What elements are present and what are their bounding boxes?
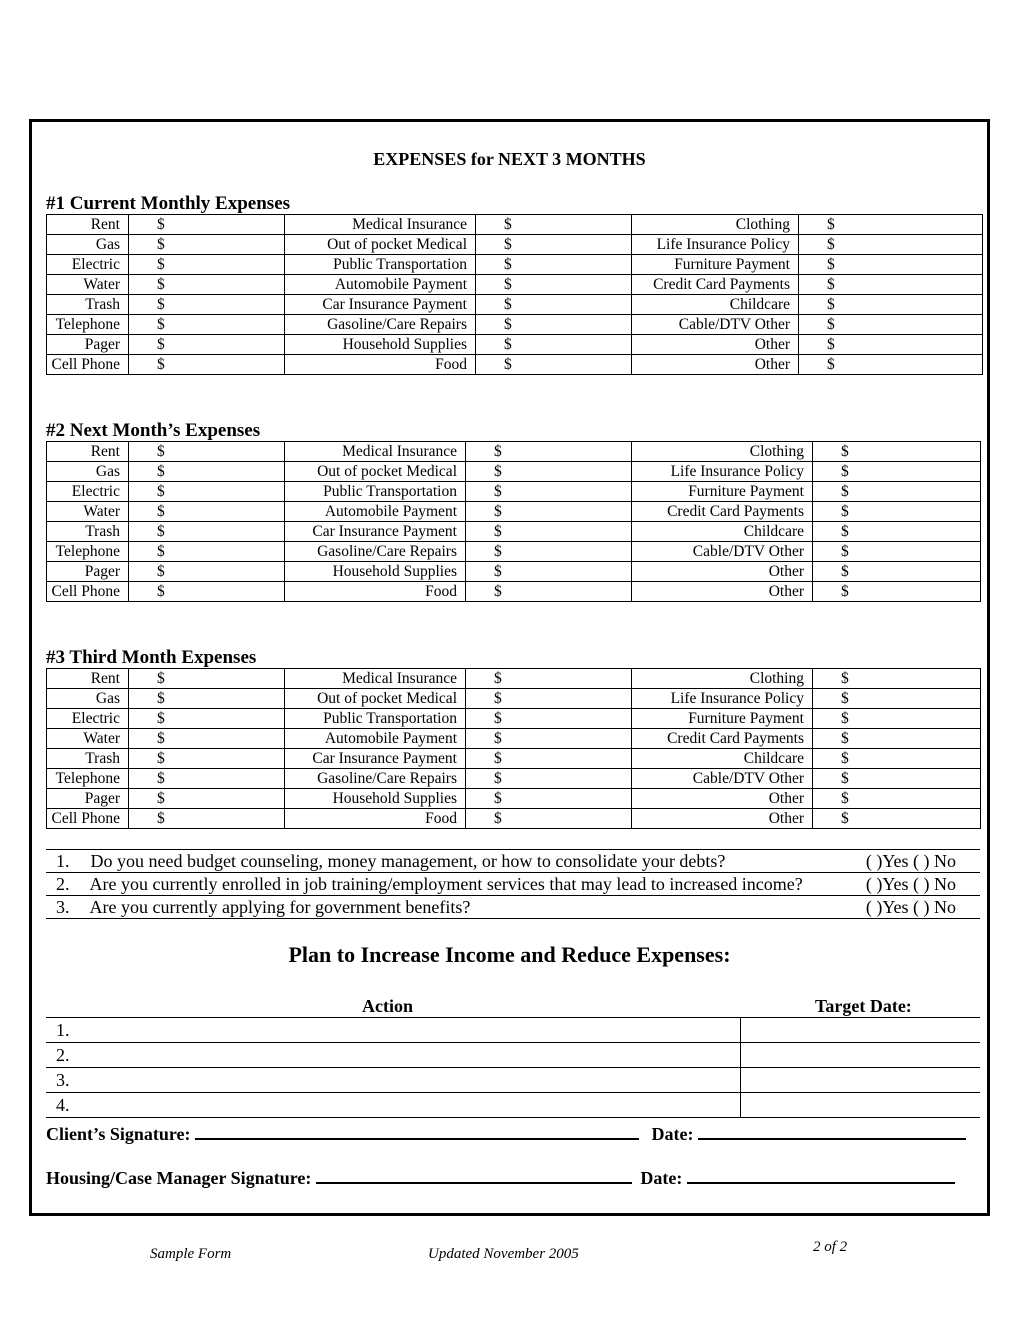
expense-table-next-month [46, 441, 981, 602]
expense-label: Telephone [47, 315, 129, 335]
questions-list [46, 849, 980, 919]
expense-amount-field[interactable]: $ [466, 522, 632, 542]
plan-title: Plan to Increase Income and Reduce Expenses: [288, 942, 731, 967]
client-signature-row [46, 1122, 966, 1145]
expense-row [47, 729, 981, 749]
expense-label: Electric [47, 255, 129, 275]
expense-label: Life Insurance Policy [632, 235, 799, 255]
plan-row [46, 1093, 980, 1118]
expense-label: Automobile Payment [285, 729, 466, 749]
expense-amount-field[interactable]: $ [813, 502, 981, 522]
expense-amount-field[interactable]: $ [466, 562, 632, 582]
expense-row [47, 502, 981, 522]
expense-label: Out of pocket Medical [285, 462, 466, 482]
question-number: 3. [56, 897, 70, 917]
expense-label: Childcare [632, 522, 813, 542]
expense-amount-field[interactable]: $ [466, 582, 632, 602]
question-text: Are you currently enrolled in job training/employment services that may lead to increased income? [89, 874, 803, 894]
expense-label: Life Insurance Policy [632, 689, 813, 709]
expense-label: Clothing [632, 442, 813, 462]
expense-row [47, 275, 983, 295]
expense-amount-field[interactable]: $ [129, 709, 285, 729]
expense-amount-field[interactable]: $ [813, 582, 981, 602]
expense-amount-field[interactable]: $ [466, 809, 632, 829]
expense-label: Out of pocket Medical [285, 689, 466, 709]
expense-row [47, 462, 981, 482]
expense-row [47, 769, 981, 789]
yes-no-options[interactable]: ( )Yes ( ) No [865, 851, 956, 871]
expense-amount-field[interactable]: $ [129, 355, 285, 375]
expense-amount-field[interactable]: $ [129, 542, 285, 562]
question-number: 1. [56, 851, 70, 871]
expense-amount-field[interactable]: $ [129, 235, 285, 255]
expense-amount-field[interactable]: $ [129, 482, 285, 502]
expense-amount-field[interactable]: $ [129, 275, 285, 295]
plan-row [46, 1018, 980, 1043]
expense-amount-field[interactable]: $ [129, 522, 285, 542]
expense-label: Car Insurance Payment [285, 295, 476, 315]
expense-amount-field[interactable]: $ [813, 689, 981, 709]
expense-label: Electric [47, 709, 129, 729]
expense-label: Other [632, 809, 813, 829]
question-number: 2. [56, 874, 70, 894]
expense-row [47, 355, 983, 375]
expense-amount-field[interactable]: $ [799, 295, 983, 315]
expense-label: Automobile Payment [285, 502, 466, 522]
expense-row [47, 689, 981, 709]
expense-amount-field[interactable]: $ [466, 689, 632, 709]
footer-left: Sample Form [150, 1246, 232, 1262]
expense-amount-field[interactable]: $ [466, 542, 632, 562]
question-row [46, 849, 980, 872]
expense-row [47, 789, 981, 809]
client-date-label: Date: [651, 1124, 694, 1144]
client-date-line[interactable] [698, 1122, 966, 1140]
expense-amount-field[interactable]: $ [799, 315, 983, 335]
expense-label: Electric [47, 482, 129, 502]
expense-label: Clothing [632, 669, 813, 689]
expense-row [47, 709, 981, 729]
expense-amount-field[interactable]: $ [476, 295, 632, 315]
expense-amount-field[interactable]: $ [129, 502, 285, 522]
expense-amount-field[interactable]: $ [476, 235, 632, 255]
expense-label: Cable/DTV Other [632, 769, 813, 789]
expense-amount-field[interactable]: $ [466, 669, 632, 689]
expense-amount-field[interactable]: $ [476, 355, 632, 375]
expense-amount-field[interactable]: $ [129, 769, 285, 789]
plan-row [46, 1043, 980, 1068]
page-title: EXPENSES for NEXT 3 MONTHS [373, 149, 646, 169]
expense-label: Credit Card Payments [632, 502, 813, 522]
target-date-cell[interactable] [740, 1043, 980, 1068]
expense-row [47, 442, 981, 462]
expense-amount-field[interactable]: $ [799, 355, 983, 375]
expense-label: Medical Insurance [285, 669, 466, 689]
expense-amount-field[interactable]: $ [129, 809, 285, 829]
expense-row [47, 669, 981, 689]
expense-label: Household Supplies [285, 335, 476, 355]
expense-amount-field[interactable]: $ [813, 809, 981, 829]
expense-label: Gasoline/Care Repairs [285, 769, 466, 789]
client-signature-label: Client’s Signature: [46, 1124, 191, 1144]
expense-amount-field[interactable]: $ [129, 562, 285, 582]
expense-label: Water [47, 729, 129, 749]
expense-amount-field[interactable]: $ [466, 482, 632, 502]
manager-date-label: Date: [640, 1168, 683, 1188]
expense-label: Cell Phone [47, 582, 129, 602]
expense-amount-field[interactable]: $ [129, 749, 285, 769]
expense-row [47, 335, 983, 355]
expense-label: Food [285, 355, 476, 375]
expense-label: Cable/DTV Other [632, 542, 813, 562]
expense-label: Water [47, 502, 129, 522]
plan-table [46, 1017, 980, 1118]
target-date-cell[interactable] [740, 1093, 980, 1118]
expense-amount-field[interactable]: $ [476, 275, 632, 295]
section-1-heading: #1 Current Monthly Expenses [46, 193, 291, 214]
expense-label: Furniture Payment [632, 255, 799, 275]
expense-amount-field[interactable]: $ [129, 215, 285, 235]
expense-label: Food [285, 809, 466, 829]
expense-amount-field[interactable]: $ [813, 442, 981, 462]
expense-amount-field[interactable]: $ [476, 315, 632, 335]
expense-label: Trash [47, 522, 129, 542]
manager-signature-line[interactable] [316, 1166, 632, 1184]
question-row [46, 872, 980, 895]
expense-amount-field[interactable]: $ [129, 442, 285, 462]
yes-no-options[interactable]: ( )Yes ( ) No [865, 897, 956, 917]
expense-label: Trash [47, 749, 129, 769]
expense-label: Furniture Payment [632, 482, 813, 502]
expense-amount-field[interactable]: $ [476, 335, 632, 355]
expense-label: Pager [47, 562, 129, 582]
expense-label: Pager [47, 789, 129, 809]
expense-label: Automobile Payment [285, 275, 476, 295]
expense-amount-field[interactable]: $ [799, 235, 983, 255]
expense-label: Credit Card Payments [632, 729, 813, 749]
expense-label: Out of pocket Medical [285, 235, 476, 255]
action-header: Action [362, 996, 413, 1016]
manager-signature-row [46, 1166, 955, 1189]
expense-label: Medical Insurance [285, 215, 476, 235]
action-cell[interactable]: 1. [46, 1018, 740, 1043]
expense-row [47, 215, 983, 235]
expense-amount-field[interactable]: $ [813, 522, 981, 542]
expense-label: Cell Phone [47, 809, 129, 829]
expense-amount-field[interactable]: $ [813, 482, 981, 502]
expense-row [47, 809, 981, 829]
expense-row [47, 582, 981, 602]
expense-label: Gas [47, 462, 129, 482]
expense-amount-field[interactable]: $ [129, 789, 285, 809]
action-cell[interactable]: 4. [46, 1093, 740, 1118]
expense-row [47, 522, 981, 542]
expense-amount-field[interactable]: $ [813, 542, 981, 562]
expense-amount-field[interactable]: $ [799, 215, 983, 235]
expense-label: Public Transportation [285, 709, 466, 729]
expense-label: Household Supplies [285, 562, 466, 582]
expense-label: Clothing [632, 215, 799, 235]
expense-row [47, 562, 981, 582]
expense-amount-field[interactable]: $ [813, 669, 981, 689]
manager-date-line[interactable] [687, 1166, 955, 1184]
expense-amount-field[interactable]: $ [799, 275, 983, 295]
expense-row [47, 315, 983, 335]
expense-row [47, 749, 981, 769]
expense-amount-field[interactable]: $ [813, 462, 981, 482]
expense-label: Other [632, 789, 813, 809]
expense-amount-field[interactable]: $ [129, 669, 285, 689]
expense-amount-field[interactable]: $ [129, 729, 285, 749]
manager-signature-label: Housing/Case Manager Signature: [46, 1168, 312, 1188]
expense-amount-field[interactable]: $ [466, 709, 632, 729]
expense-label: Other [632, 355, 799, 375]
expense-amount-field[interactable]: $ [813, 789, 981, 809]
expense-label: Public Transportation [285, 255, 476, 275]
expense-label: Gas [47, 235, 129, 255]
expense-amount-field[interactable]: $ [129, 335, 285, 355]
expense-amount-field[interactable]: $ [813, 709, 981, 729]
yes-no-options[interactable]: ( )Yes ( ) No [865, 874, 956, 894]
action-cell[interactable]: 3. [46, 1068, 740, 1093]
section-2-heading: #2 Next Month’s Expenses [46, 420, 261, 441]
question-row [46, 895, 980, 919]
expense-row [47, 255, 983, 275]
expense-label: Telephone [47, 769, 129, 789]
expense-amount-field[interactable]: $ [813, 562, 981, 582]
expense-amount-field[interactable]: $ [799, 255, 983, 275]
target-date-cell[interactable] [740, 1018, 980, 1043]
expense-label: Credit Card Payments [632, 275, 799, 295]
expense-amount-field[interactable]: $ [476, 255, 632, 275]
question-text: Do you need budget counseling, money management, or how to consolidate your debts? [90, 851, 726, 871]
expense-label: Car Insurance Payment [285, 522, 466, 542]
expense-amount-field[interactable]: $ [466, 462, 632, 482]
expense-label: Household Supplies [285, 789, 466, 809]
expense-label: Pager [47, 335, 129, 355]
client-signature-line[interactable] [195, 1122, 639, 1140]
expense-label: Water [47, 275, 129, 295]
question-text: Are you currently applying for government benefits? [89, 897, 471, 917]
expense-amount-field[interactable]: $ [466, 769, 632, 789]
expense-label: Food [285, 582, 466, 602]
target-date-header: Target Date: [815, 996, 912, 1016]
expense-amount-field[interactable]: $ [129, 462, 285, 482]
expense-label: Car Insurance Payment [285, 749, 466, 769]
expense-row [47, 542, 981, 562]
plan-row [46, 1068, 980, 1093]
expense-amount-field[interactable]: $ [129, 255, 285, 275]
expense-label: Public Transportation [285, 482, 466, 502]
form-frame [29, 119, 990, 1216]
expense-amount-field[interactable]: $ [129, 295, 285, 315]
expense-label: Rent [47, 442, 129, 462]
expense-table-current [46, 214, 983, 375]
expense-amount-field[interactable]: $ [813, 749, 981, 769]
expense-row [47, 295, 983, 315]
expense-label: Telephone [47, 542, 129, 562]
expense-amount-field[interactable]: $ [466, 789, 632, 809]
action-cell[interactable]: 2. [46, 1043, 740, 1068]
expense-label: Medical Insurance [285, 442, 466, 462]
expense-row [47, 235, 983, 255]
expense-amount-field[interactable]: $ [129, 582, 285, 602]
expense-label: Cable/DTV Other [632, 315, 799, 335]
expense-amount-field[interactable]: $ [799, 335, 983, 355]
expense-amount-field[interactable]: $ [466, 729, 632, 749]
target-date-cell[interactable] [740, 1068, 980, 1093]
expense-amount-field[interactable]: $ [129, 315, 285, 335]
expense-amount-field[interactable]: $ [466, 502, 632, 522]
expense-amount-field[interactable]: $ [813, 729, 981, 749]
expense-label: Gas [47, 689, 129, 709]
expense-label: Furniture Payment [632, 709, 813, 729]
expense-label: Other [632, 582, 813, 602]
expense-label: Cell Phone [47, 355, 129, 375]
expense-amount-field[interactable]: $ [466, 442, 632, 462]
expense-label: Gasoline/Care Repairs [285, 542, 466, 562]
expense-label: Rent [47, 215, 129, 235]
expense-label: Childcare [632, 749, 813, 769]
expense-amount-field[interactable]: $ [813, 769, 981, 789]
expense-label: Other [632, 335, 799, 355]
page-number: 2 of 2 [813, 1239, 848, 1255]
expense-amount-field[interactable]: $ [129, 689, 285, 709]
expense-amount-field[interactable]: $ [466, 749, 632, 769]
expense-label: Other [632, 562, 813, 582]
section-3-heading: #3 Third Month Expenses [46, 647, 257, 668]
expense-table-third-month [46, 668, 981, 829]
expense-label: Childcare [632, 295, 799, 315]
footer-center: Updated November 2005 [428, 1246, 579, 1262]
expense-row [47, 482, 981, 502]
expense-label: Life Insurance Policy [632, 462, 813, 482]
expense-label: Gasoline/Care Repairs [285, 315, 476, 335]
expense-amount-field[interactable]: $ [476, 215, 632, 235]
expense-label: Trash [47, 295, 129, 315]
expense-label: Rent [47, 669, 129, 689]
